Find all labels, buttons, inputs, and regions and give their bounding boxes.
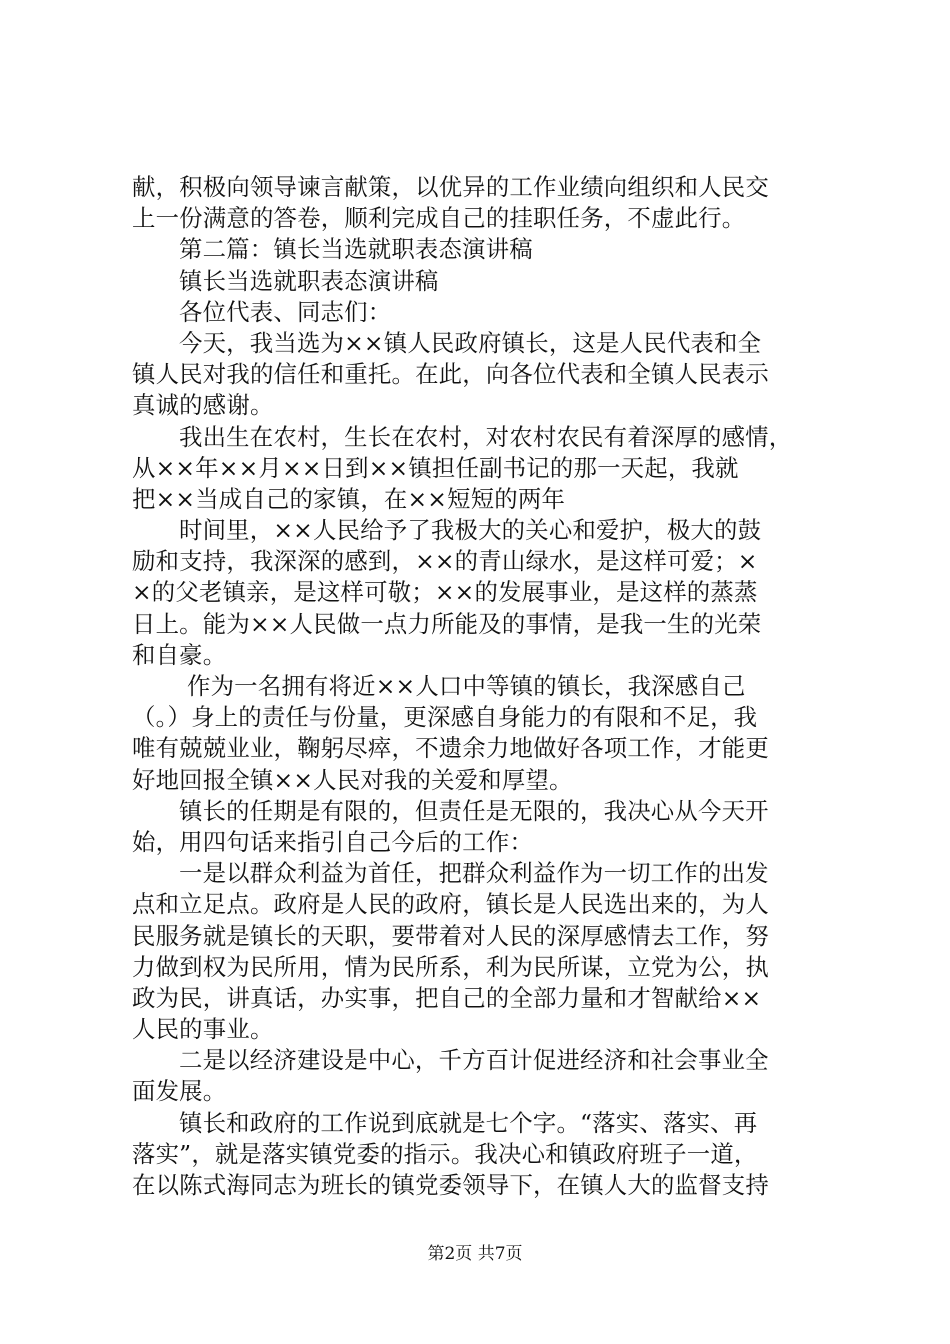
- page-number: 第2页 共7页: [427, 1244, 523, 1264]
- text-line: 好地回报全镇××人民对我的关爱和厚望。: [132, 765, 573, 794]
- text-line: 从××年××月××日到××镇担任副书记的那一天起，我就: [132, 453, 739, 482]
- document-body: [132, 172, 832, 1201]
- text-line: 唯有兢兢业业，鞠躬尽瘁，不遗余力地做好各项工作，才能更: [132, 734, 769, 763]
- text-line: 献，积极向领导谏言献策，以优异的工作业绩向组织和人民交: [132, 173, 769, 201]
- text-line: 作为一名拥有将近××人口中等镇的镇长，我深感自己: [187, 672, 746, 700]
- text-line: 落实”，就是落实镇党委的指示。我决心和镇政府班子一道，: [132, 1139, 758, 1168]
- text-line: 日上。能为××人民做一点力所能及的事情，是我一生的光荣: [132, 609, 762, 638]
- section-heading: 第二篇：镇长当选就职表态演讲稿: [179, 235, 533, 264]
- text-line: 时间里，××人民给予了我极大的关心和爱护，极大的鼓: [179, 516, 762, 545]
- text-line: 镇长的任期是有限的，但责任是无限的，我决心从今天开: [179, 796, 769, 825]
- text-line: 镇长和政府的工作说到底就是七个字。“落实、落实、再: [179, 1108, 758, 1137]
- text-line: 我出生在农村，生长在农村，对农村农民有着深厚的感情，: [179, 422, 793, 451]
- text-line: 真诚的感谢。: [132, 391, 274, 420]
- text-line: 镇人民对我的信任和重托。在此，向各位代表和全镇人民表示: [132, 360, 769, 389]
- text-line: 把××当成自己的家镇，在××短短的两年: [132, 484, 566, 513]
- text-line: 上一份满意的答卷，顺利完成自己的挂职任务，不虚此行。: [132, 204, 746, 233]
- text-line: 点和立足点。政府是人民的政府，镇长是人民选出来的，为人: [132, 890, 769, 919]
- text-line: 和自豪。: [132, 640, 227, 669]
- text-line: ×的父老镇亲，是这样可敬；××的发展事业，是这样的蒸蒸: [132, 578, 758, 607]
- text-line: 在以陈式海同志为班长的镇党委领导下，在镇人大的监督支持: [132, 1171, 769, 1199]
- text-line: 人民的事业。: [132, 1015, 274, 1044]
- speech-title: 镇长当选就职表态演讲稿: [179, 266, 439, 295]
- text-line: （。）身上的责任与份量，更深感自身能力的有限和不足，我: [132, 703, 758, 732]
- text-line: 政为民，讲真话，办实事，把自己的全部力量和才智献给××: [132, 983, 762, 1012]
- text-line: 二是以经济建设是中心，千方百计促进经济和社会事业全: [179, 1046, 769, 1075]
- text-line: 一是以群众利益为首任，把群众利益作为一切工作的出发: [179, 859, 769, 888]
- text-line: 励和支持，我深深的感到，××的青山绿水，是这样可爱；×: [132, 547, 758, 576]
- text-line: 今天，我当选为××镇人民政府镇长，这是人民代表和全: [179, 328, 762, 357]
- text-line: 面发展。: [132, 1077, 227, 1106]
- text-line: 民服务就是镇长的天职，要带着对人民的深厚感情去工作，努: [132, 921, 769, 950]
- text-line: 力做到权为民所用，情为民所系，利为民所谋，立党为公，执: [132, 952, 769, 981]
- salutation: 各位代表、同志们：: [179, 297, 392, 326]
- text-line: 始，用四句话来指引自己今后的工作：: [132, 827, 534, 856]
